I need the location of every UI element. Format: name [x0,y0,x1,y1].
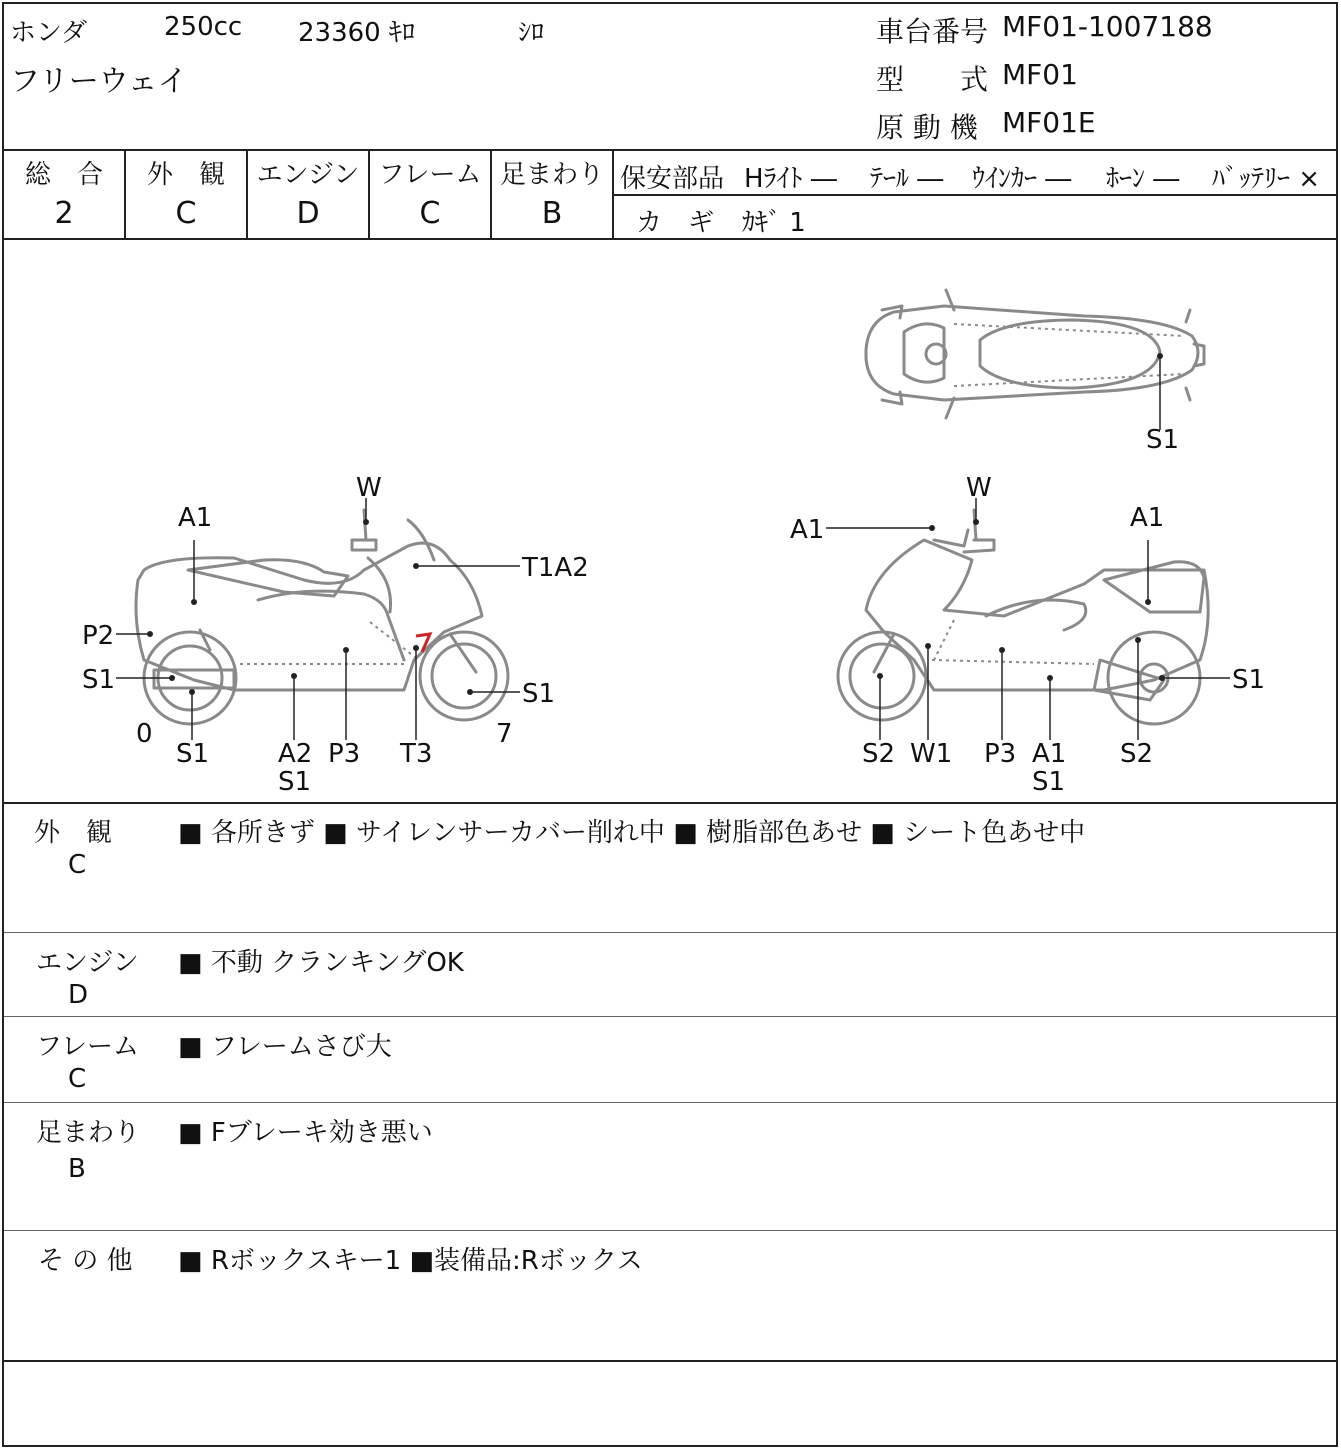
remark-frame-label: フレーム [36,1032,139,1062]
frame-grade-label: フレーム [378,160,482,190]
suspension-grade: B [541,196,563,231]
right-a1-bottom-label: A1 [1032,739,1067,769]
frame-grade: C [419,196,441,231]
remark-suspension-text: ■ Fブレーキ効き悪い [178,1118,433,1148]
left-a2-s1-label: S1 [278,767,312,797]
remark-exterior-text: ■ 各所きず ■ サイレンサーカバー削れ中 ■ 樹脂部色あせ ■ シート色あせ中 [178,818,1086,848]
remark-suspension-grade: B [68,1154,86,1184]
engine-grade-label: エンジン [256,160,360,190]
engine-label: 原 動 機 [876,111,978,144]
horn-status: ﾎｰﾝ ― [1106,164,1180,194]
inspection-sheet [2,2,1338,1447]
displacement: 250cc [164,12,243,42]
key-label: カ ギ [636,208,715,238]
left-seven-label: 7 [496,719,513,749]
remark-other-text: ■ Rボックスキー1 ■装備品:Rボックス [178,1246,643,1276]
key-value: ｶｷﾞ 1 [742,208,806,238]
remark-engine-label: エンジン [36,948,139,978]
top-s1-label: S1 [1146,425,1180,455]
mileage: 23360 ｷﾛ [298,18,415,48]
left-p2-label: P2 [82,621,115,651]
type-label: 型 式 [876,63,989,96]
left-s1-rear-label: S1 [82,665,116,695]
damage-diagram [4,240,1336,802]
remark-exterior-label: 外 観 [34,818,113,848]
frame-no-label: 車台番号 [876,15,989,48]
remark-suspension-label: 足まわり [36,1118,141,1148]
right-w-label: W [966,473,992,503]
headlight-status: Hﾗｲﾄ ― [744,164,837,194]
tail-status: ﾃｰﾙ ― [870,164,944,194]
left-a2-label: A2 [278,739,313,769]
overall-grade: 2 [54,196,74,231]
left-t3-label: T3 [400,739,433,769]
right-w1-label: W1 [910,739,953,769]
color: ｼﾛ [518,18,545,48]
remark-frame-text: ■ フレームさび大 [178,1032,392,1062]
safety-label: 保安部品 [620,164,725,194]
divider [4,1016,1336,1017]
left-zero-label: 0 [136,719,153,749]
left-s1-bottom-label: S1 [176,739,210,769]
exterior-label: 外 観 [146,160,225,190]
exterior-grade: C [175,196,197,231]
right-p3-label: P3 [984,739,1017,769]
remark-other-label: そ の 他 [38,1246,133,1276]
winker-status: ｳｲﾝｶｰ ― [972,164,1072,194]
divider [4,149,1336,151]
remark-engine-grade: D [68,980,89,1010]
model-name: フリーウェイ [10,64,188,99]
frame-no: MF01-1007188 [1002,10,1213,43]
right-s2-front-label: S2 [862,739,896,769]
right-a1-front-label: A1 [790,515,825,545]
divider [4,802,1336,804]
remark-exterior-grade: C [68,850,87,880]
left-a1-label: A1 [178,503,213,533]
right-s2-rear-label: S2 [1120,739,1154,769]
right-a1-rear-label: A1 [1130,503,1165,533]
scooter-top-view [866,290,1204,418]
right-s1-label: S1 [1232,665,1266,695]
scooter-right-side-view [838,510,1208,724]
overall-label: 総 合 [24,160,103,190]
divider [612,194,1336,196]
divider [4,1360,1336,1362]
engine-grade: D [296,196,320,231]
remark-engine-text: ■ 不動 クランキングOK [178,948,464,978]
divider [4,1230,1336,1231]
divider [4,1102,1336,1103]
divider [4,932,1336,933]
left-w-label: W [356,473,382,503]
right-a1-s1-label: S1 [1032,767,1066,797]
battery-status: ﾊﾞｯﾃﾘｰ × [1212,164,1321,194]
left-p3-label: P3 [328,739,361,769]
type-value: MF01 [1002,58,1078,91]
suspension-grade-label: 足まわり [499,160,604,190]
left-s1-front-label: S1 [522,679,556,709]
engine-value: MF01E [1002,106,1096,139]
remark-frame-grade: C [68,1064,87,1094]
left-t1a2-label: T1A2 [522,553,589,583]
maker: ホンダ [10,18,87,48]
